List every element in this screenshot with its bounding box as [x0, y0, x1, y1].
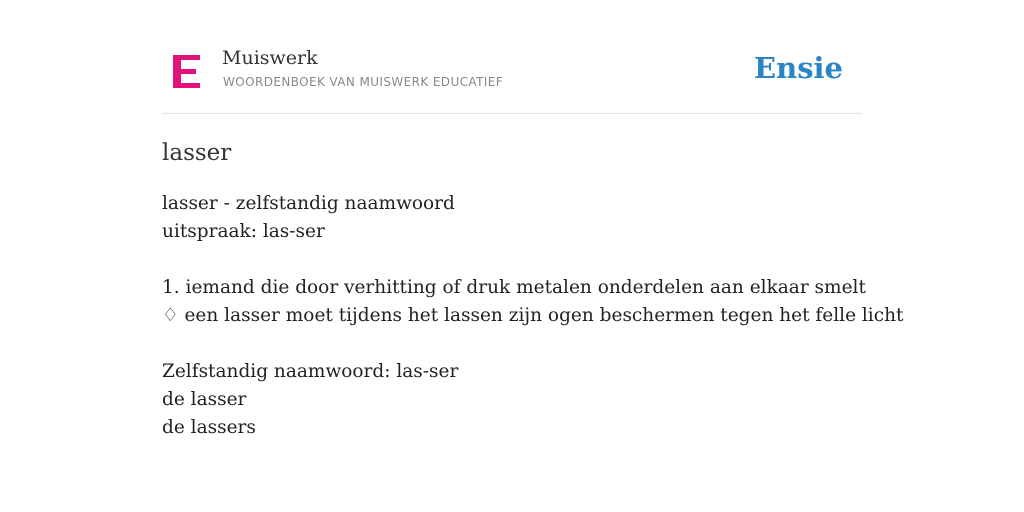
- spacer: [162, 330, 862, 358]
- entry-body: [162, 190, 904, 442]
- entry-headline: lasser - zelfstandig naamwoord: [162, 193, 455, 214]
- page-title: lasser: [162, 140, 232, 166]
- muiswerk-logo-icon[interactable]: [173, 55, 200, 88]
- entry-example: ♢ een lasser moet tijdens het lassen zijn ogen beschermen tegen het felle licht: [162, 305, 904, 326]
- singular-form: de lasser: [162, 389, 247, 410]
- entry-definition: 1. iemand die door verhitting of druk metalen onderdelen aan elkaar smelt: [162, 277, 866, 298]
- entry-pronunciation: uitspraak: las-ser: [162, 221, 325, 242]
- brand-name[interactable]: Muiswerk: [222, 47, 318, 69]
- plural-form: de lassers: [162, 417, 256, 438]
- grammar-heading: Zelfstandig naamwoord: las-ser: [162, 361, 459, 382]
- site-header: [162, 0, 862, 114]
- spacer: [162, 246, 862, 274]
- ensie-logo[interactable]: Ensie: [754, 51, 843, 85]
- brand-subtitle: WOORDENBOEK VAN MUISWERK EDUCATIEF: [223, 75, 504, 89]
- dictionary-card: [162, 0, 904, 512]
